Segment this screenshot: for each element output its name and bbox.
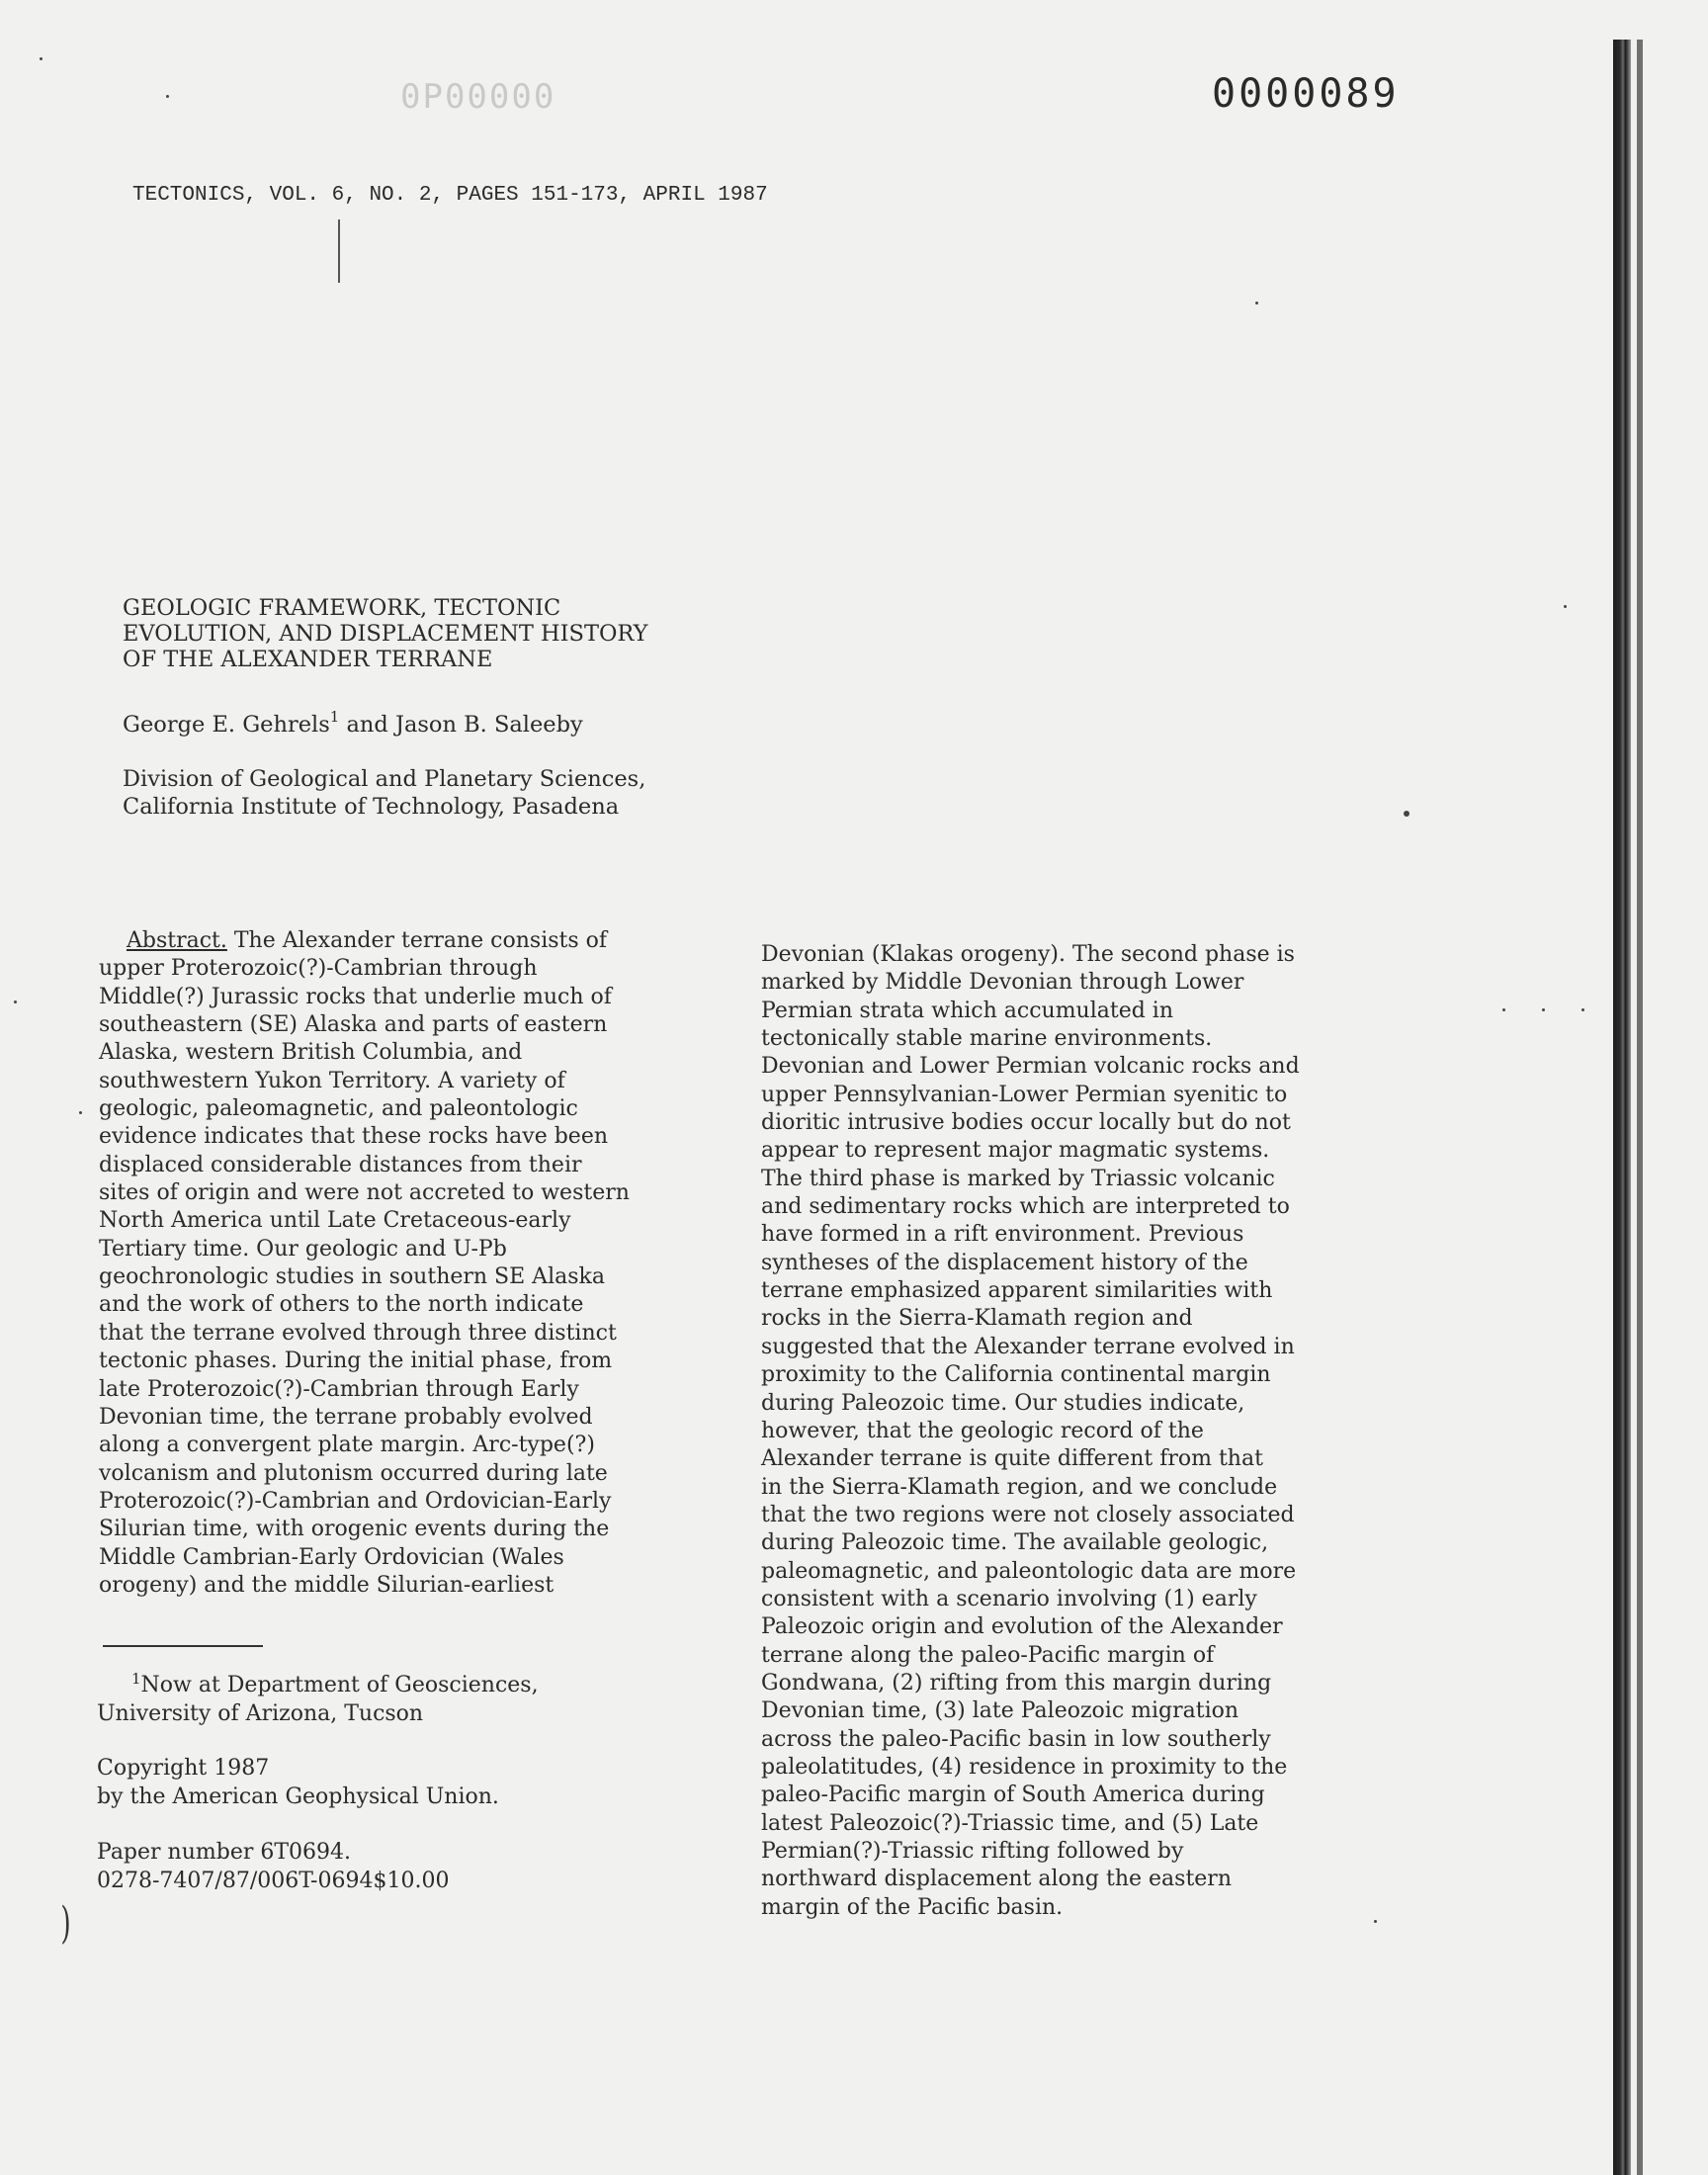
scan-speck [1374,1920,1377,1923]
abstract-line: during Paleozoic time. Our studies indicate, [761,1390,1245,1416]
abstract-line: northward displacement along the eastern [761,1867,1232,1892]
abstract-line: Permian(?)-Triassic rifting followed by [761,1839,1184,1864]
abstract-line: Devonian and Lower Permian volcanic rocks and [761,1054,1300,1080]
copyright-line: Copyright 1987 [97,1756,270,1781]
abstract-line: margin of the Pacific basin. [761,1894,1064,1920]
journal-citation: TECTONICS, VOL. 6, NO. 2, PAGES 151-173, APRIL 1987 [132,184,768,207]
abstract-line: evidence indicates that these rocks have been [99,1124,609,1150]
abstract-line: Tertiary time. Our geologic and U-Pb [99,1236,507,1262]
abstract-line: paleo-Pacific margin of South America during [761,1783,1265,1808]
abstract-line: upper Proterozoic(?)-Cambrian through [99,956,538,982]
abstract-line: latest Paleozoic(?)-Triassic time, and (5) Late [761,1810,1259,1836]
abstract-line: southeastern (SE) Alaska and parts of eastern [99,1012,608,1038]
scan-speck [1404,811,1409,817]
scan-speck [1255,302,1258,304]
margin-mark [338,219,340,283]
faint-stamp-number: 0P00000 [400,77,556,117]
abstract-line: displaced considerable distances from their [99,1152,582,1177]
abstract-line: geologic, paleomagnetic, and paleontologic [99,1096,578,1122]
copyright-notice [97,1755,499,1811]
scan-speck [1564,605,1567,608]
abstract-line: consistent with a scenario involving (1) early [761,1586,1257,1611]
abstract-line: rocks in the Sierra-Klamath region and [761,1306,1193,1332]
abstract-line: terrane emphasized apparent similarities with [761,1278,1273,1304]
abstract-line: volcanism and plutonism occurred during late [99,1460,608,1486]
scan-speck [1542,1008,1545,1011]
article-title [123,595,648,672]
abstract-line: appear to represent major magmatic systems. [761,1138,1270,1164]
scan-edge-line [1637,40,1643,2175]
abstract-line: geochronologic studies in southern SE Alaska [99,1264,605,1290]
footnote-mark: 1 [130,1670,141,1688]
scan-edge-shadow [1613,40,1631,2175]
paper-number-block [97,1839,449,1895]
abstract-line: late Proterozoic(?)-Cambrian through Early [99,1376,579,1402]
stray-mark: ) [60,1898,71,1949]
abstract-line: Silurian time, with orogenic events during the [99,1517,610,1542]
footnote-marker: 1 [329,708,340,726]
abstract-line: Alexander terrane is quite different from that [761,1446,1263,1472]
abstract-line: that the terrane evolved through three distinct [99,1320,617,1346]
author-first: George E. Gehrels [123,712,330,738]
authors [123,708,583,738]
abstract-line: Middle Cambrian-Early Ordovician (Wales [99,1544,564,1570]
abstract-line: marked by Middle Devonian through Lower [761,970,1244,996]
abstract-first-line [99,927,630,955]
abstract-left-column [99,927,630,1600]
abstract-left-lines [99,955,630,1600]
scan-speck [40,57,43,60]
abstract-line: tectonically stable marine environments. [761,1026,1213,1052]
abstract-line: Devonian time, (3) late Paleozoic migration [761,1698,1239,1724]
footnote [97,1665,539,1728]
abstract-line: Paleozoic origin and evolution of the Alexander [761,1614,1283,1640]
abstract-line: Proterozoic(?)-Cambrian and Ordovician-Early [99,1488,612,1514]
abstract-line: Gondwana, (2) rifting from this margin during [761,1670,1272,1696]
abstract-line: southwestern Yukon Territory. A variety of [99,1068,565,1093]
abstract-line: however, that the geologic record of the [761,1418,1204,1443]
footnote-rule [103,1645,263,1647]
abstract-line: that the two regions were not closely associated [761,1502,1295,1527]
scan-speck [1581,1008,1584,1011]
abstract-line: paleomagnetic, and paleontologic data are more [761,1558,1297,1584]
paper-number: Paper number 6T0694. [97,1840,352,1865]
abstract-line: North America until Late Cretaceous-early [99,1208,571,1234]
abstract-line: Alaska, western British Columbia, and [99,1040,523,1066]
abstract-line: Devonian (Klakas orogeny). The second phase is [761,942,1295,967]
affiliation-line: Division of Geological and Planetary Sciences, [123,766,646,792]
footnote-line [97,1665,539,1700]
abstract-line: Permian strata which accumulated in [761,998,1174,1023]
abstract-line: in the Sierra-Klamath region, and we conclude [761,1474,1278,1500]
title-line: EVOLUTION, AND DISPLACEMENT HISTORY [123,621,648,647]
scan-speck [79,1111,82,1114]
abstract-line: sites of origin and were not accreted to western [99,1180,630,1206]
footnote-text: Now at Department of Geosciences, [140,1673,539,1697]
paper-code: 0278-7407/87/006T-0694$10.00 [97,1868,450,1893]
document-number: 0000089 [1212,71,1400,117]
abstract-line: proximity to the California continental margin [761,1362,1271,1388]
abstract-line: paleolatitudes, (4) residence in proximity to the [761,1754,1288,1780]
affiliation-line: California Institute of Technology, Pasadena [123,794,620,820]
abstract-heading: Abstract. [126,928,227,953]
scan-speck [166,95,169,98]
copyright-line: by the American Geophysical Union. [97,1784,499,1809]
affiliation [123,765,645,821]
abstract-line: have formed in a rift environment. Previous [761,1222,1244,1248]
abstract-line: during Paleozoic time. The available geologic, [761,1530,1269,1556]
abstract-line: The third phase is marked by Triassic volcanic [761,1166,1275,1191]
abstract-first-text: The Alexander terrane consists of [226,928,608,953]
abstract-line: along a convergent plate margin. Arc-type(?) [99,1433,595,1458]
abstract-line: and sedimentary rocks which are interpreted to [761,1194,1290,1220]
scan-speck [14,1000,17,1003]
abstract-line: Devonian time, the terrane probably evolved [99,1404,593,1430]
abstract-line: dioritic intrusive bodies occur locally but do not [761,1110,1291,1136]
title-line: OF THE ALEXANDER TERRANE [123,647,493,672]
author-rest: and Jason B. Saleeby [339,712,583,738]
abstract-line: across the paleo-Pacific basin in low southerly [761,1726,1271,1752]
abstract-line: and the work of others to the north indicate [99,1292,584,1318]
abstract-line: terrane along the paleo-Pacific margin of [761,1642,1215,1668]
title-line: GEOLOGIC FRAMEWORK, TECTONIC [123,595,561,621]
scan-speck [1502,1008,1505,1011]
footnote-line: University of Arizona, Tucson [97,1700,424,1726]
abstract-right-column [761,941,1300,1922]
abstract-right-lines [761,941,1300,1922]
abstract-line: orogeny) and the middle Silurian-earliest [99,1572,555,1598]
abstract-line: syntheses of the displacement history of the [761,1250,1248,1275]
abstract-line: tectonic phases. During the initial phase, from [99,1348,613,1374]
abstract-line: Middle(?) Jurassic rocks that underlie much of [99,984,612,1009]
abstract-line: suggested that the Alexander terrane evolved in [761,1334,1295,1359]
abstract-line: upper Pennsylvanian-Lower Permian syenitic to [761,1082,1288,1107]
